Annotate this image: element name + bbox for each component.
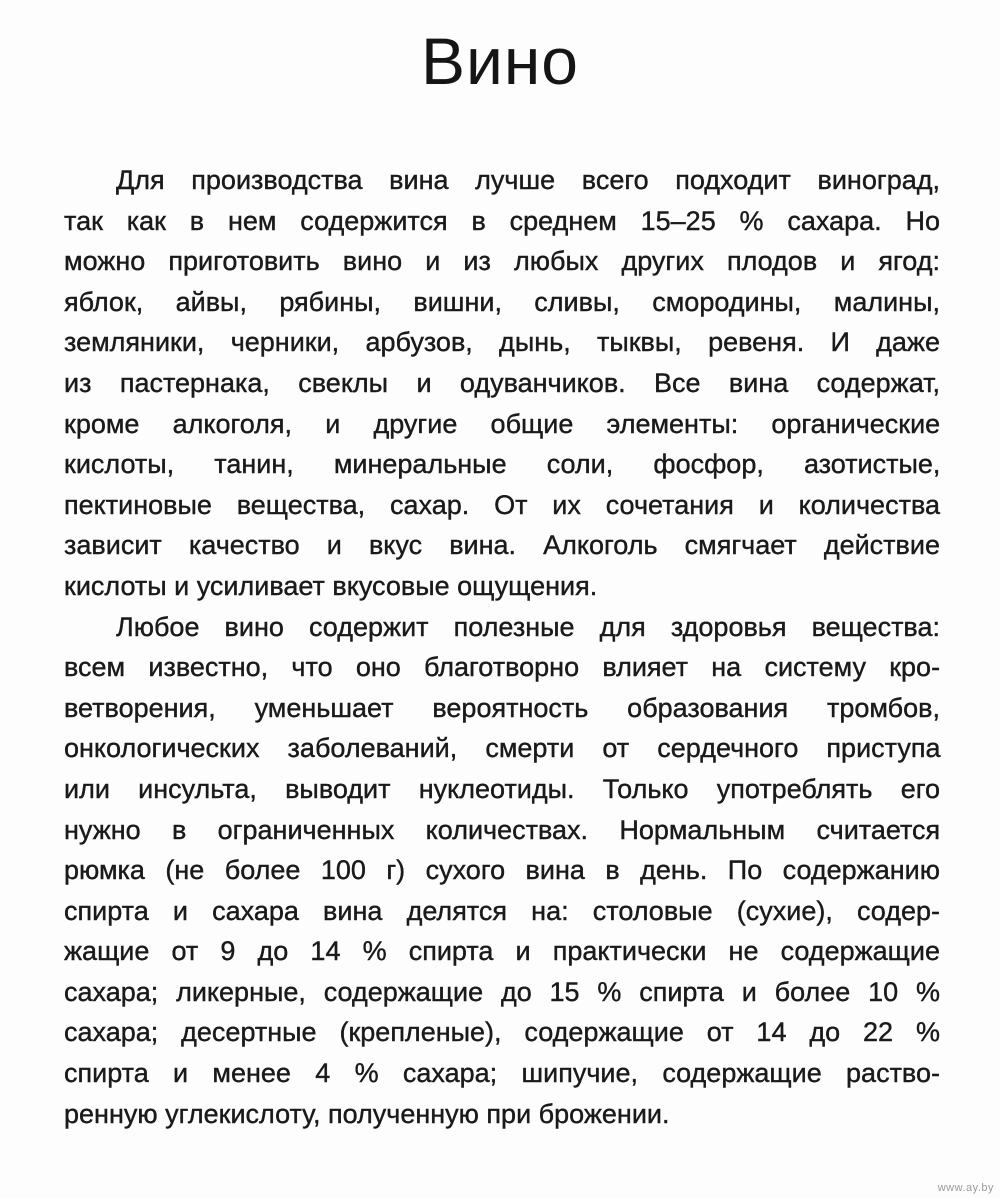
text-line: кислоты и усиливает вкусовые ощущения. xyxy=(64,570,598,601)
text-line: Для производства вина лучше всего подходит виноград, xyxy=(116,165,940,195)
paragraph-2 xyxy=(64,607,940,1135)
text-line: сахара; десертные (крепленые), содержащие от 14 до 22 % xyxy=(64,1017,940,1048)
watermark-text: www.ay.by xyxy=(937,1182,994,1194)
text-line: из пастернака, свеклы и одуванчиков. Все вина содержат, xyxy=(64,367,940,398)
text-line: жащие от 9 до 14 % спирта и практически не содержащие xyxy=(64,936,940,967)
text-line: так как в нем содержится в среднем 15–25 % сахара. Но xyxy=(64,205,940,236)
paragraph-1 xyxy=(64,160,940,607)
text-line: Любое вино содержит полезные для здоровья вещества: xyxy=(116,611,940,642)
text-line: спирта и менее 4 % сахара; шипучие, содержащие раство- xyxy=(64,1058,940,1089)
text-line: пектиновые вещества, сахар. От их сочетания и количества xyxy=(64,489,940,520)
text-line: ренную углекислоту, полученную при брожении. xyxy=(64,1098,670,1129)
text-line: зависит качество и вкус вина. Алкоголь смягчает действие xyxy=(64,530,940,561)
text-line: нужно в ограниченных количествах. Нормальным считается xyxy=(64,814,941,845)
text-line: ветворения, уменьшает вероятность образования тромбов, xyxy=(64,692,940,723)
text-line: кислоты, танин, минеральные соли, фосфор, азотистые, xyxy=(64,449,941,480)
text-line: можно приготовить вино и из любых других плодов и ягод: xyxy=(64,246,940,277)
text-line: всем известно, что оно благотворно влияет на систему кро- xyxy=(64,652,941,683)
text-line: онкологических заболеваний, смерти от сердечного приступа xyxy=(64,733,941,764)
text-line: или инсульта, выводит нуклеотиды. Только употреблять его xyxy=(64,773,940,804)
text-line: земляники, черники, арбузов, дынь, тыквы, ревеня. И даже xyxy=(64,327,940,358)
text-line: спирта и сахара вина делятся на: столовые (сухие), содер- xyxy=(64,895,940,926)
text-line: яблок, айвы, рябины, вишни, сливы, смородины, малины, xyxy=(64,286,940,317)
article-body xyxy=(64,160,940,1134)
text-line: сахара; ликерные, содержащие до 15 % спирта и более 10 % xyxy=(64,976,940,1007)
text-line: рюмка (не более 100 г) сухого вина в день. По содержанию xyxy=(64,855,940,886)
page-title: Вино xyxy=(420,24,580,98)
text-line: кроме алкоголя, и другие общие элементы: органические xyxy=(64,408,941,439)
